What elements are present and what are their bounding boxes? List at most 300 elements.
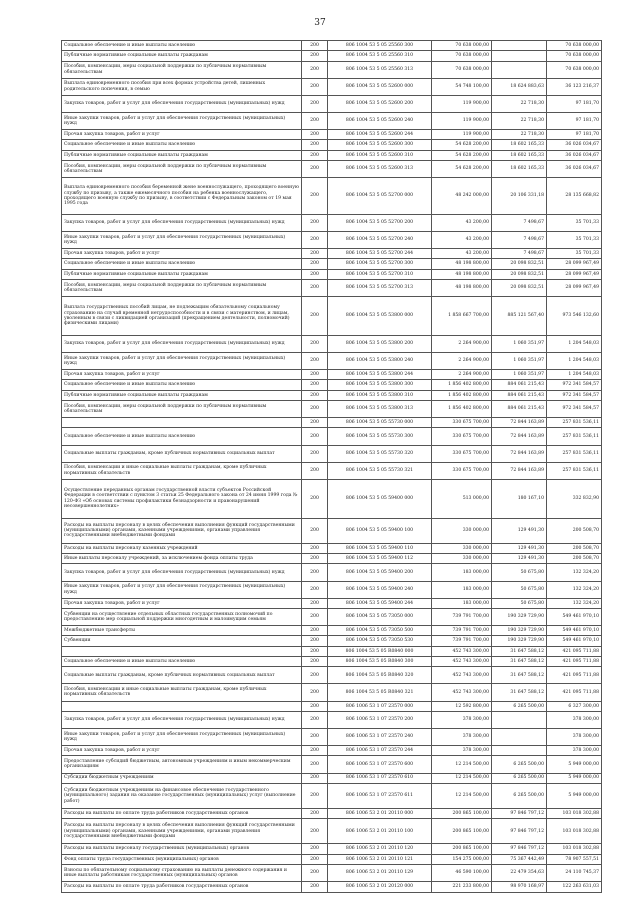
- row-executed-cell: 31 647 588,12: [492, 684, 547, 701]
- row-executed-cell: 20 098 832,51: [492, 279, 547, 296]
- table-row: [62, 701, 602, 711]
- row-classification-cell: 806 1006 53 2 01 20110 129: [328, 864, 432, 881]
- row-remainder-cell: 257 831 536,11: [547, 445, 602, 462]
- row-classification-cell: 806 1004 53 5 05 R0840 320: [328, 667, 432, 684]
- row-executed-cell: 50 675,80: [492, 598, 547, 608]
- row-code-cell: 200: [302, 854, 328, 864]
- row-classification-cell: 806 1004 53 5 05 55730 000: [328, 418, 432, 428]
- table-row: [62, 773, 602, 783]
- row-classification-cell: 806 1004 53 5 05 53800 300: [328, 380, 432, 390]
- row-remainder-cell: 200 508,70: [547, 554, 602, 564]
- table-row: [62, 564, 602, 581]
- table-row: [62, 279, 602, 296]
- table-row: [62, 646, 602, 656]
- row-name-cell: Социальные выплаты гражданам, кроме публичных нормативных социальных выплат: [62, 445, 302, 462]
- budget-execution-table-container: [61, 40, 601, 893]
- row-executed-cell: [492, 711, 547, 728]
- row-classification-cell: 806 1004 53 5 05 59400 100: [328, 518, 432, 543]
- row-classification-cell: 806 1004 53 5 05 53800 310: [328, 390, 432, 400]
- row-classification-cell: 806 1004 53 5 05 25560 310: [328, 51, 432, 61]
- row-name-cell: Прочая закупка товаров, работ и услуг: [62, 370, 302, 380]
- table-row: [62, 554, 602, 564]
- row-name-cell: Выплата единовременного пособия при всех формах устройства детей, лишенных родительского попечения, в семью: [62, 78, 302, 95]
- row-name-cell: Социальное обеспечение и иные выплаты населению: [62, 140, 302, 150]
- row-code-cell: 200: [302, 728, 328, 745]
- row-plan-cell: 513 000,00: [432, 479, 492, 518]
- table-row: [62, 626, 602, 636]
- table-row: [62, 95, 602, 112]
- table-row: [62, 269, 602, 279]
- row-name-cell: Иные закупки товаров, работ и услуг для обеспечения государственных (муниципальных) нужд: [62, 112, 302, 129]
- row-name-cell: [62, 418, 302, 428]
- table-row: [62, 581, 602, 598]
- budget-execution-table: [61, 40, 602, 893]
- row-plan-cell: 378 300,00: [432, 711, 492, 728]
- row-remainder-cell: 36 026 034,67: [547, 150, 602, 160]
- row-code-cell: 200: [302, 462, 328, 479]
- row-executed-cell: 190 329 729,90: [492, 626, 547, 636]
- row-remainder-cell: 70 638 000,00: [547, 51, 602, 61]
- row-code-cell: 200: [302, 773, 328, 783]
- row-remainder-cell: 35 701,33: [547, 248, 602, 258]
- row-name-cell: Предоставление субсидий бюджетным, автономным учреждениям и иным некоммерческим организациям: [62, 756, 302, 773]
- row-plan-cell: 43 200,00: [432, 248, 492, 258]
- row-executed-cell: 98 970 168,97: [492, 882, 547, 893]
- row-code-cell: 200: [302, 178, 328, 215]
- row-plan-cell: 183 000,00: [432, 598, 492, 608]
- row-executed-cell: 7 498,67: [492, 248, 547, 258]
- row-name-cell: Иные закупки товаров, работ и услуг для обеспечения государственных (муниципальных) нужд: [62, 352, 302, 369]
- row-plan-cell: 183 000,00: [432, 564, 492, 581]
- row-remainder-cell: 28 099 967,49: [547, 269, 602, 279]
- row-code-cell: 200: [302, 150, 328, 160]
- row-plan-cell: 200 865 100,00: [432, 808, 492, 818]
- table-row: [62, 78, 602, 95]
- row-plan-cell: 70 638 000,00: [432, 61, 492, 78]
- row-code-cell: 200: [302, 41, 328, 51]
- row-name-cell: Расходы на выплаты персоналу казенных учреждений: [62, 543, 302, 553]
- row-code-cell: 200: [302, 380, 328, 390]
- row-remainder-cell: 200 508,70: [547, 543, 602, 553]
- row-code-cell: 200: [302, 711, 328, 728]
- row-code-cell: 200: [302, 882, 328, 893]
- row-executed-cell: [492, 41, 547, 51]
- row-plan-cell: 12 214 500,00: [432, 756, 492, 773]
- row-name-cell: Выплата государственных пособий лицам, не подлежащим обязательному социальному страхованию на случай временной нетрудоспособности и в связи с материнством, и лицам, уволенным в связи с ликвидацией организаций (прекращением деятельности, полномочий) физическими лицами): [62, 296, 302, 335]
- row-remainder-cell: 122 263 631,03: [547, 882, 602, 893]
- row-executed-cell: 1 060 351,97: [492, 335, 547, 352]
- row-name-cell: Осуществление переданных органам государственной власти субъектов Российской Федерации в соответствии с пунктом 3 статьи 25 Федерального закона от 24 июня 1999 года № 120-ФЗ «Об основах системы профилактики безнадзорности и правонарушений несовершеннолетних»: [62, 479, 302, 518]
- row-name-cell: Пособия, компенсации и иные социальные выплаты гражданам, кроме публичных нормативных обязательств: [62, 462, 302, 479]
- row-name-cell: Прочая закупка товаров, работ и услуг: [62, 248, 302, 258]
- row-code-cell: 200: [302, 78, 328, 95]
- row-name-cell: Пособия, компенсации и иные социальные выплаты гражданам, кроме публичных нормативных обязательств: [62, 684, 302, 701]
- row-executed-cell: [492, 728, 547, 745]
- row-classification-cell: 806 1004 53 5 05 25560 300: [328, 41, 432, 51]
- row-code-cell: 200: [302, 390, 328, 400]
- row-executed-cell: 50 675,80: [492, 564, 547, 581]
- row-plan-cell: 378 300,00: [432, 728, 492, 745]
- row-plan-cell: 200 865 100,00: [432, 844, 492, 854]
- table-body: [62, 41, 602, 893]
- row-remainder-cell: 972 341 584,57: [547, 380, 602, 390]
- row-name-cell: Субвенции на осуществление отдельных областных государственных полномочий по предоставлению мер социальной поддержки многодетным и малоимущим семьям: [62, 608, 302, 625]
- row-executed-cell: 884 061 215,43: [492, 400, 547, 417]
- row-executed-cell: 22 718,30: [492, 112, 547, 129]
- row-classification-cell: 806 1004 53 5 05 25560 313: [328, 61, 432, 78]
- row-remainder-cell: 5 949 000,00: [547, 756, 602, 773]
- row-classification-cell: 806 1004 53 5 05 52700 244: [328, 248, 432, 258]
- row-remainder-cell: 257 831 536,11: [547, 418, 602, 428]
- table-row: [62, 656, 602, 666]
- table-row: [62, 51, 602, 61]
- row-plan-cell: 154 275 000,00: [432, 854, 492, 864]
- row-remainder-cell: 36 026 034,67: [547, 160, 602, 177]
- row-executed-cell: 6 265 500,00: [492, 756, 547, 773]
- table-row: [62, 808, 602, 818]
- row-classification-cell: 806 1006 53 1 07 23570 611: [328, 783, 432, 808]
- row-name-cell: Иные выплаты персоналу учреждений, за исключением фонда оплаты труда: [62, 554, 302, 564]
- row-plan-cell: 330 675 700,00: [432, 445, 492, 462]
- row-remainder-cell: 132 324,20: [547, 581, 602, 598]
- row-classification-cell: 806 1004 53 5 05 52600 310: [328, 150, 432, 160]
- row-remainder-cell: 200 508,70: [547, 518, 602, 543]
- row-name-cell: Пособия, компенсации, меры социальной поддержки по публичным нормативным обязательствам: [62, 279, 302, 296]
- row-classification-cell: 806 1004 53 5 05 73050 530: [328, 636, 432, 646]
- row-code-cell: 200: [302, 819, 328, 844]
- row-executed-cell: 6 265 500,00: [492, 783, 547, 808]
- row-executed-cell: 7 498,67: [492, 214, 547, 231]
- row-plan-cell: 330 000,00: [432, 554, 492, 564]
- table-row: [62, 352, 602, 369]
- table-row: [62, 112, 602, 129]
- row-executed-cell: 190 329 729,90: [492, 636, 547, 646]
- row-remainder-cell: 378 300,00: [547, 728, 602, 745]
- table-row: [62, 783, 602, 808]
- row-name-cell: Пособия, компенсации, меры социальной поддержки по публичным нормативным обязательствам: [62, 400, 302, 417]
- row-classification-cell: 806 1004 53 5 05 52600 313: [328, 160, 432, 177]
- row-plan-cell: 119 900,00: [432, 95, 492, 112]
- row-name-cell: Иные закупки товаров, работ и услуг для обеспечения государственных (муниципальных) нужд: [62, 581, 302, 598]
- row-code-cell: 200: [302, 554, 328, 564]
- table-row: [62, 819, 602, 844]
- row-plan-cell: 330 000,00: [432, 543, 492, 553]
- row-code-cell: 200: [302, 746, 328, 756]
- table-row: [62, 854, 602, 864]
- row-name-cell: Иные закупки товаров, работ и услуг для обеспечения государственных (муниципальных) нужд: [62, 231, 302, 248]
- row-code-cell: 200: [302, 428, 328, 445]
- row-name-cell: Социальное обеспечение и иные выплаты населению: [62, 41, 302, 51]
- row-plan-cell: 43 200,00: [432, 231, 492, 248]
- row-name-cell: Взносы по обязательному социальному страхованию на выплаты денежного содержания и иные выплаты работникам государственных (муниципальных) органов: [62, 864, 302, 881]
- row-classification-cell: 806 1006 53 2 01 20110 121: [328, 854, 432, 864]
- row-classification-cell: 806 1004 53 5 05 R0840 000: [328, 646, 432, 656]
- row-plan-cell: 1 856 402 800,00: [432, 390, 492, 400]
- row-code-cell: 200: [302, 231, 328, 248]
- row-plan-cell: 452 743 300,00: [432, 667, 492, 684]
- row-code-cell: 200: [302, 636, 328, 646]
- row-plan-cell: 54 748 100,00: [432, 78, 492, 95]
- row-executed-cell: 20 106 331,18: [492, 178, 547, 215]
- row-code-cell: 200: [302, 684, 328, 701]
- row-plan-cell: 330 675 700,00: [432, 428, 492, 445]
- row-code-cell: 200: [302, 783, 328, 808]
- row-name-cell: Социальные выплаты гражданам, кроме публичных нормативных социальных выплат: [62, 667, 302, 684]
- row-executed-cell: 31 647 588,12: [492, 667, 547, 684]
- row-classification-cell: 806 1004 53 5 05 73050 500: [328, 626, 432, 636]
- table-row: [62, 684, 602, 701]
- row-name-cell: Прочая закупка товаров, работ и услуг: [62, 598, 302, 608]
- table-row: [62, 61, 602, 78]
- row-classification-cell: 806 1006 53 1 07 23570 240: [328, 728, 432, 745]
- row-code-cell: 200: [302, 296, 328, 335]
- row-name-cell: Публичные нормативные социальные выплаты гражданам: [62, 51, 302, 61]
- table-row: [62, 543, 602, 553]
- row-code-cell: 200: [302, 701, 328, 711]
- table-row: [62, 178, 602, 215]
- row-plan-cell: 48 198 800,00: [432, 259, 492, 269]
- row-executed-cell: 72 844 163,89: [492, 445, 547, 462]
- table-row: [62, 150, 602, 160]
- row-name-cell: Выплата единовременного пособия беременной жене военнослужащего, проходящего военную службу по призыву, а также ежемесячного пособия на ребенка военнослужащего, проходящего военную службу по призыву, в соответствии с Федеральным законом от 19 мая 1995 года: [62, 178, 302, 215]
- table-row: [62, 667, 602, 684]
- row-code-cell: 200: [302, 564, 328, 581]
- row-remainder-cell: 70 638 000,00: [547, 41, 602, 51]
- row-classification-cell: 806 1006 53 1 07 23570 244: [328, 746, 432, 756]
- row-name-cell: Публичные нормативные социальные выплаты гражданам: [62, 150, 302, 160]
- row-code-cell: 200: [302, 248, 328, 258]
- row-code-cell: 200: [302, 445, 328, 462]
- row-remainder-cell: 549 461 970,10: [547, 608, 602, 625]
- row-classification-cell: 806 1006 53 2 01 20120 000: [328, 882, 432, 893]
- row-plan-cell: 330 675 700,00: [432, 462, 492, 479]
- row-plan-cell: 54 628 200,00: [432, 160, 492, 177]
- row-executed-cell: 18 602 165,33: [492, 140, 547, 150]
- row-plan-cell: 70 638 000,00: [432, 41, 492, 51]
- row-executed-cell: 18 624 883,63: [492, 78, 547, 95]
- row-code-cell: 200: [302, 400, 328, 417]
- row-classification-cell: 806 1006 53 1 07 23570 200: [328, 711, 432, 728]
- row-classification-cell: 806 1004 53 5 05 53800 200: [328, 335, 432, 352]
- row-remainder-cell: 36 123 216,37: [547, 78, 602, 95]
- row-executed-cell: 72 844 163,89: [492, 418, 547, 428]
- row-name-cell: Закупка товаров, работ и услуг для обеспечения государственных (муниципальных) нужд: [62, 95, 302, 112]
- row-executed-cell: 18 602 165,33: [492, 160, 547, 177]
- row-name-cell: Субвенции: [62, 636, 302, 646]
- row-code-cell: 200: [302, 543, 328, 553]
- row-name-cell: Расходы на выплаты персоналу государственных (муниципальных) органов: [62, 844, 302, 854]
- row-executed-cell: 31 647 588,12: [492, 646, 547, 656]
- row-plan-cell: 54 628 200,00: [432, 140, 492, 150]
- row-code-cell: 200: [302, 808, 328, 818]
- row-executed-cell: 97 846 797,12: [492, 819, 547, 844]
- row-name-cell: Фонд оплаты труда государственных (муниципальных) органов: [62, 854, 302, 864]
- row-plan-cell: 1 858 667 700,00: [432, 296, 492, 335]
- row-code-cell: 200: [302, 279, 328, 296]
- row-remainder-cell: 5 949 000,00: [547, 773, 602, 783]
- row-name-cell: Закупка товаров, работ и услуг для обеспечения государственных (муниципальных) нужд: [62, 335, 302, 352]
- row-remainder-cell: 421 095 711,88: [547, 667, 602, 684]
- row-remainder-cell: 6 327 300,00: [547, 701, 602, 711]
- row-name-cell: Социальное обеспечение и иные выплаты населению: [62, 380, 302, 390]
- row-plan-cell: 452 743 300,00: [432, 684, 492, 701]
- table-row: [62, 370, 602, 380]
- table-row: [62, 864, 602, 881]
- row-plan-cell: 12 214 500,00: [432, 773, 492, 783]
- row-remainder-cell: 28 099 967,49: [547, 259, 602, 269]
- row-code-cell: 200: [302, 656, 328, 666]
- row-executed-cell: 1 060 351,97: [492, 370, 547, 380]
- row-plan-cell: 54 628 200,00: [432, 150, 492, 160]
- table-row: [62, 418, 602, 428]
- row-executed-cell: 20 098 832,51: [492, 259, 547, 269]
- row-remainder-cell: 28 099 967,49: [547, 279, 602, 296]
- row-code-cell: 200: [302, 581, 328, 598]
- row-executed-cell: 190 329 729,90: [492, 608, 547, 625]
- row-plan-cell: 452 743 300,00: [432, 656, 492, 666]
- row-code-cell: 200: [302, 418, 328, 428]
- row-plan-cell: 2 264 900,00: [432, 352, 492, 369]
- row-executed-cell: 129 491,30: [492, 518, 547, 543]
- row-plan-cell: 46 590 100,00: [432, 864, 492, 881]
- row-remainder-cell: 257 831 536,11: [547, 462, 602, 479]
- row-classification-cell: 806 1006 53 2 01 20110 000: [328, 808, 432, 818]
- table-row: [62, 296, 602, 335]
- row-plan-cell: 2 264 900,00: [432, 335, 492, 352]
- row-executed-cell: 97 846 797,12: [492, 808, 547, 818]
- row-classification-cell: 806 1004 53 5 05 R0840 300: [328, 656, 432, 666]
- table-row: [62, 518, 602, 543]
- row-name-cell: Расходы на выплаты по оплате труда работников государственных органов: [62, 882, 302, 893]
- row-classification-cell: 806 1004 53 5 05 52600 240: [328, 112, 432, 129]
- row-name-cell: Социальное обеспечение и иные выплаты населению: [62, 428, 302, 445]
- row-name-cell: Пособия, компенсации, меры социальной поддержки по публичным нормативным обязательствам: [62, 160, 302, 177]
- row-executed-cell: 6 265 500,00: [492, 773, 547, 783]
- row-name-cell: Расходы на выплаты персоналу в целях обеспечения выполнения функций государственными (муниципальными) органами, казенными учреждениями, органами управления государственными внебюджетными фондами: [62, 819, 302, 844]
- table-row: [62, 844, 602, 854]
- row-name-cell: Публичные нормативные социальные выплаты гражданам: [62, 390, 302, 400]
- row-classification-cell: 806 1006 53 1 07 23570 610: [328, 773, 432, 783]
- row-code-cell: 200: [302, 756, 328, 773]
- row-code-cell: 200: [302, 844, 328, 854]
- row-remainder-cell: 28 135 668,82: [547, 178, 602, 215]
- row-remainder-cell: 97 181,70: [547, 112, 602, 129]
- row-remainder-cell: 1 204 548,03: [547, 352, 602, 369]
- table-row: [62, 380, 602, 390]
- row-executed-cell: 885 121 567,40: [492, 296, 547, 335]
- row-code-cell: 200: [302, 518, 328, 543]
- table-row: [62, 259, 602, 269]
- row-executed-cell: 72 844 163,89: [492, 462, 547, 479]
- row-plan-cell: 70 638 000,00: [432, 51, 492, 61]
- row-remainder-cell: 549 461 970,10: [547, 626, 602, 636]
- row-remainder-cell: 36 026 034,67: [547, 140, 602, 150]
- row-name-cell: Закупка товаров, работ и услуг для обеспечения государственных (муниципальных) нужд: [62, 564, 302, 581]
- row-plan-cell: 330 000,00: [432, 518, 492, 543]
- row-code-cell: 200: [302, 61, 328, 78]
- row-plan-cell: 119 900,00: [432, 112, 492, 129]
- row-code-cell: 200: [302, 130, 328, 140]
- table-row: [62, 400, 602, 417]
- row-classification-cell: 806 1004 53 5 05 53800 313: [328, 400, 432, 417]
- row-classification-cell: 806 1004 53 5 05 59400 244: [328, 598, 432, 608]
- row-classification-cell: 806 1006 53 2 01 20110 100: [328, 819, 432, 844]
- row-remainder-cell: 257 831 536,11: [547, 428, 602, 445]
- row-name-cell: Социальное обеспечение и иные выплаты населению: [62, 259, 302, 269]
- row-remainder-cell: 103 018 302,88: [547, 819, 602, 844]
- table-row: [62, 390, 602, 400]
- row-name-cell: Субсидии бюджетным учреждениям на финансовое обеспечение государственного (муниципального) задания на оказание государственных (муниципальных) услуг (выполнение работ): [62, 783, 302, 808]
- row-code-cell: 200: [302, 646, 328, 656]
- row-executed-cell: 97 846 797,12: [492, 844, 547, 854]
- row-remainder-cell: 70 638 000,00: [547, 61, 602, 78]
- row-plan-cell: 739 791 700,00: [432, 608, 492, 625]
- row-executed-cell: 884 061 215,43: [492, 380, 547, 390]
- row-executed-cell: 180 167,10: [492, 479, 547, 518]
- row-code-cell: 200: [302, 335, 328, 352]
- row-remainder-cell: 97 181,70: [547, 95, 602, 112]
- table-row: [62, 882, 602, 893]
- row-plan-cell: 1 856 402 800,00: [432, 400, 492, 417]
- table-row: [62, 160, 602, 177]
- page-number: 37: [314, 18, 326, 28]
- row-executed-cell: 22 718,30: [492, 95, 547, 112]
- row-code-cell: 200: [302, 864, 328, 881]
- row-remainder-cell: 97 181,70: [547, 130, 602, 140]
- row-remainder-cell: 1 204 548,03: [547, 335, 602, 352]
- row-executed-cell: 22 479 354,63: [492, 864, 547, 881]
- row-remainder-cell: 1 204 548,03: [547, 370, 602, 380]
- row-name-cell: Закупка товаров, работ и услуг для обеспечения государственных (муниципальных) нужд: [62, 711, 302, 728]
- row-plan-cell: 12 592 800,00: [432, 701, 492, 711]
- row-name-cell: Социальное обеспечение и иные выплаты населению: [62, 656, 302, 666]
- row-classification-cell: 806 1004 53 5 05 R0840 321: [328, 684, 432, 701]
- row-remainder-cell: 378 300,00: [547, 746, 602, 756]
- table-row: [62, 41, 602, 51]
- row-code-cell: 200: [302, 608, 328, 625]
- row-remainder-cell: 132 324,20: [547, 598, 602, 608]
- table-row: [62, 248, 602, 258]
- row-executed-cell: 6 265 500,00: [492, 701, 547, 711]
- row-executed-cell: 7 498,67: [492, 231, 547, 248]
- row-executed-cell: 884 061 215,43: [492, 390, 547, 400]
- table-row: [62, 608, 602, 625]
- row-remainder-cell: 972 341 584,57: [547, 390, 602, 400]
- row-executed-cell: 129 491,30: [492, 554, 547, 564]
- row-remainder-cell: 973 546 132,60: [547, 296, 602, 335]
- row-plan-cell: 183 000,00: [432, 581, 492, 598]
- table-row: [62, 598, 602, 608]
- row-remainder-cell: 35 701,33: [547, 214, 602, 231]
- row-plan-cell: 200 865 100,00: [432, 819, 492, 844]
- row-classification-cell: 806 1004 53 5 05 55730 320: [328, 445, 432, 462]
- row-executed-cell: 20 098 832,51: [492, 269, 547, 279]
- row-executed-cell: 75 367 442,49: [492, 854, 547, 864]
- row-plan-cell: 221 233 800,00: [432, 882, 492, 893]
- row-classification-cell: 806 1004 53 5 05 52700 300: [328, 259, 432, 269]
- row-code-cell: 200: [302, 51, 328, 61]
- row-executed-cell: [492, 51, 547, 61]
- row-classification-cell: 806 1004 53 5 05 53800 240: [328, 352, 432, 369]
- row-code-cell: 200: [302, 160, 328, 177]
- row-name-cell: [62, 701, 302, 711]
- row-executed-cell: 50 675,80: [492, 581, 547, 598]
- row-remainder-cell: 24 110 745,37: [547, 864, 602, 881]
- row-name-cell: Расходы на выплаты персоналу в целях обеспечения выполнения функций государственными (муниципальными) органами, казенными учреждениями, органами управления государственными внебюджетными фондами: [62, 518, 302, 543]
- row-remainder-cell: 421 095 711,88: [547, 656, 602, 666]
- row-classification-cell: 806 1004 53 5 05 53800 000: [328, 296, 432, 335]
- row-code-cell: 200: [302, 140, 328, 150]
